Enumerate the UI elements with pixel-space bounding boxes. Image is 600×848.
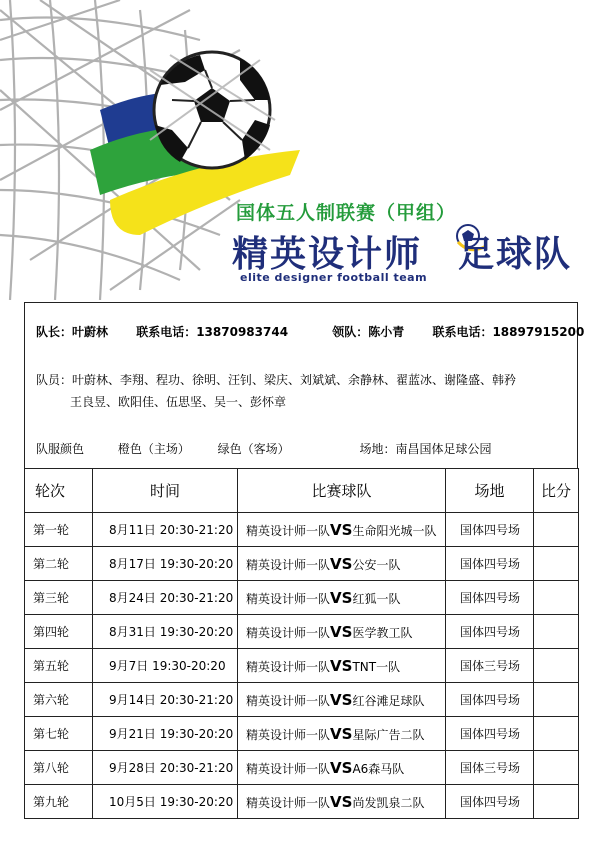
members-line-1: 队员：叶蔚林、李翔、程功、徐明、汪钊、梁庆、刘斌斌、余静林、翟蓝冰、谢隆盛、韩矜 [36,373,517,387]
venue-cell: 国体三号场 [446,649,534,683]
teams-cell [238,683,446,717]
uniform-label: 队服颜色 [36,442,85,456]
home-team: 精英设计师一队 [246,659,331,674]
score-cell [534,581,579,615]
home-color: 橙色（主场） [117,442,190,456]
round-cell: 第三轮 [25,581,93,615]
venue-cell: 国体四号场 [446,513,534,547]
header-round: 轮次 [25,469,93,513]
table-row [25,547,579,581]
away-team: 医学教工队 [352,625,413,640]
round-cell: 第一轮 [25,513,93,547]
away-team: 红狐一队 [352,591,401,606]
teams-cell [238,649,446,683]
away-team: TNT一队 [352,659,401,674]
round-cell: 第四轮 [25,615,93,649]
home-team: 精英设计师一队 [246,591,331,606]
vs-label: VS [330,792,353,811]
soccer-ball-icon [154,52,270,168]
venue-cell: 国体三号场 [446,751,534,785]
venue-cell: 国体四号场 [446,785,534,819]
home-team: 精英设计师一队 [246,557,331,572]
home-team: 精英设计师一队 [246,625,331,640]
vs-label: VS [330,520,353,539]
leader-phone: 联系电话：18897915200 [432,325,585,339]
time-cell: 9月21日 19:30-20:20 [93,717,238,751]
venue-cell: 国体四号场 [446,615,534,649]
captain-phone: 联系电话：13870983744 [136,325,289,339]
vs-label: VS [330,622,353,641]
round-cell: 第八轮 [25,751,93,785]
poster-header [0,0,600,300]
venue-info: 场地：南昌国体足球公园 [359,442,492,456]
teams-cell [238,513,446,547]
home-team: 精英设计师一队 [246,727,331,742]
table-row [25,717,579,751]
title-part-1: 精英设计师 [232,234,423,275]
time-cell: 8月24日 20:30-21:20 [93,581,238,615]
time-cell: 10月5日 19:30-20:20 [93,785,238,819]
schedule-header-row [25,469,579,513]
vs-label: VS [330,588,353,607]
members-line-2: 王良昱、欧阳佳、伍思坚、吴一、彭怀章 [70,395,287,409]
vs-label: VS [330,758,353,777]
teams-cell [238,547,446,581]
table-row [25,581,579,615]
teams-cell [238,581,446,615]
score-cell [534,615,579,649]
home-team: 精英设计师一队 [246,761,331,776]
away-team: A6森马队 [352,761,405,776]
table-row [25,751,579,785]
away-color: 绿色（客场） [217,442,290,456]
time-cell: 8月11日 20:30-21:20 [93,513,238,547]
time-cell: 8月17日 19:30-20:20 [93,547,238,581]
venue-cell: 国体四号场 [446,683,534,717]
score-cell [534,547,579,581]
away-team: 尚发凯泉二队 [352,795,425,810]
time-cell: 9月7日 19:30-20:20 [93,649,238,683]
away-team: 生命阳光城一队 [352,523,437,538]
score-cell [534,513,579,547]
away-team: 公安一队 [352,557,401,572]
header-venue: 场地 [446,469,534,513]
contact-row [36,323,588,340]
league-subtitle: 国体五人制联赛（甲组） [236,202,457,224]
header-time: 时间 [93,469,238,513]
team-title [232,226,572,277]
venue-cell: 国体四号场 [446,581,534,615]
score-cell [534,649,579,683]
captain: 队长：叶蔚林 [36,325,109,339]
schedule-table [24,468,579,819]
vs-label: VS [330,554,353,573]
round-cell: 第二轮 [25,547,93,581]
home-team: 精英设计师一队 [246,795,331,810]
english-team-name: elite designer football team [240,271,428,284]
table-row [25,785,579,819]
table-row [25,615,579,649]
time-cell: 9月28日 20:30-21:20 [93,751,238,785]
time-cell: 9月14日 20:30-21:20 [93,683,238,717]
round-cell: 第六轮 [25,683,93,717]
header-teams: 比赛球队 [238,469,446,513]
score-cell [534,751,579,785]
score-cell [534,785,579,819]
round-cell: 第九轮 [25,785,93,819]
score-cell [534,717,579,751]
vs-label: VS [330,656,353,675]
table-row [25,513,579,547]
home-team: 精英设计师一队 [246,523,331,538]
venue-cell: 国体四号场 [446,547,534,581]
away-team: 星际广告二队 [352,727,425,742]
table-row [25,649,579,683]
round-cell: 第五轮 [25,649,93,683]
vs-label: VS [330,690,353,709]
teams-cell [238,751,446,785]
teams-cell [238,785,446,819]
title-part-2: 足球队 [458,234,573,275]
away-team: 红谷滩足球队 [352,693,425,708]
table-row [25,683,579,717]
home-team: 精英设计师一队 [246,693,331,708]
time-cell: 8月31日 19:30-20:20 [93,615,238,649]
venue-cell: 国体四号场 [446,717,534,751]
vs-label: VS [330,724,353,743]
header-score: 比分 [534,469,579,513]
teams-cell [238,615,446,649]
round-cell: 第七轮 [25,717,93,751]
uniform-row [36,440,492,457]
team-info-box [24,302,585,468]
score-cell [534,683,579,717]
team-leader: 领队：陈小青 [332,325,405,339]
members-list [36,369,556,413]
teams-cell [238,717,446,751]
